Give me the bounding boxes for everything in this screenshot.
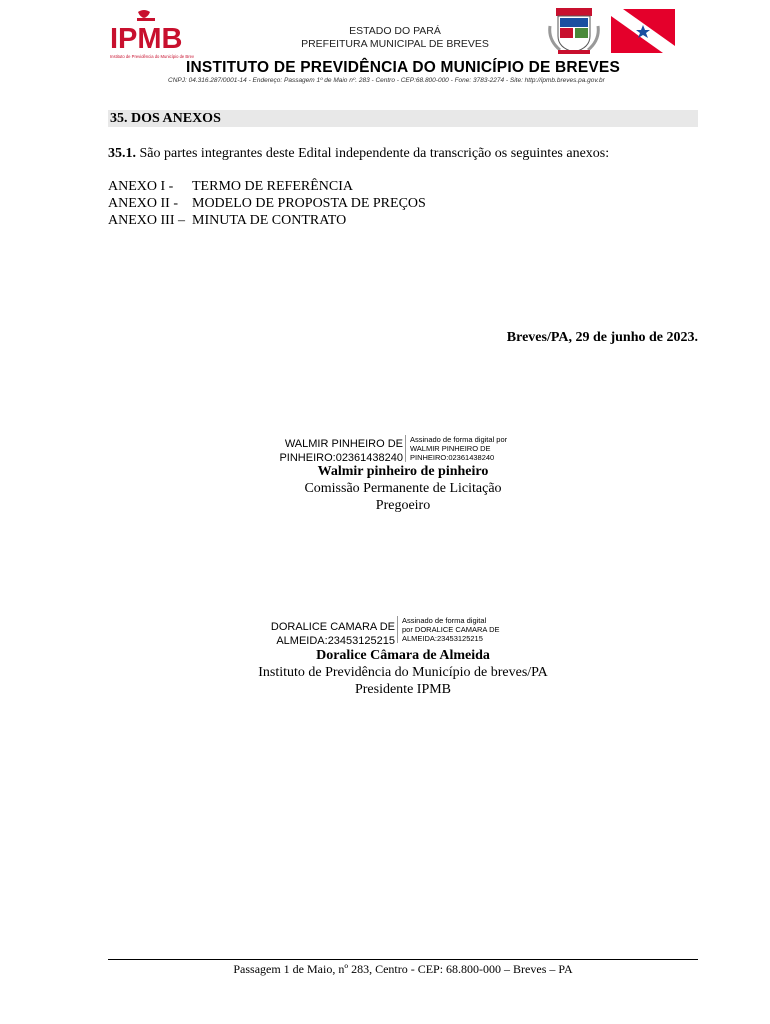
clause-paragraph <box>108 145 708 162</box>
signer-title: Pregoeiro <box>375 498 431 513</box>
annex-title: MODELO DE PROPOSTA DE PREÇOS <box>192 196 426 211</box>
digital-signature-note: Assinado de forma digital por WALMIR PINHEIRO DE PINHEIRO:02361438240 <box>405 435 507 462</box>
signer-title: Presidente IPMB <box>354 682 452 697</box>
logo-text: IPMB <box>110 23 183 55</box>
para-flag-icon <box>611 9 675 53</box>
header-state: ESTADO DO PARÁ <box>349 25 441 37</box>
institute-title: INSTITUTO DE PREVIDÊNCIA DO MUNICÍPIO DE BREVES <box>186 59 620 76</box>
footer-address: Passagem 1 de Maio, nº 283, Centro - CEP: 68.800-000 – Breves – PA <box>233 962 573 976</box>
clause-number: 35.1. <box>108 146 136 161</box>
ipmb-logo <box>108 8 194 60</box>
signer-role: Instituto de Previdência do Município de breves/PA <box>258 665 548 680</box>
annex-title: MINUTA DE CONTRATO <box>192 213 347 228</box>
institute-contact-line: CNPJ: 04.316.287/0001-14 - Endereço: Passagem 1º de Maio nº. 283 - Centro - CEP:68.800-000 - Fone: 3783-2274 - Site: http://ipmb.breves.pa.gov.br <box>168 77 605 84</box>
annex-title: TERMO DE REFERÊNCIA <box>192 179 353 194</box>
signer-name: Doralice Câmara de Almeida <box>316 648 490 663</box>
annex-item <box>108 178 353 195</box>
digital-signature-signer: WALMIR PINHEIRO DE PINHEIRO:02361438240 <box>279 438 403 464</box>
header-prefecture: PREFEITURA MUNICIPAL DE BREVES <box>301 38 489 50</box>
annex-code: ANEXO I - <box>108 179 174 194</box>
section-title: 35. DOS ANEXOS <box>110 111 221 126</box>
footer-divider <box>108 959 698 960</box>
municipal-crest-icon <box>548 6 600 56</box>
signer-role: Comissão Permanente de Licitação <box>304 481 502 496</box>
digital-signature-note: Assinado de forma digital por DORALICE CAMARA DE ALMEIDA:23453125215 <box>397 616 500 643</box>
annex-item <box>108 212 346 229</box>
clause-text: São partes integrantes deste Edital independente da transcrição os seguintes anexos: <box>136 146 610 161</box>
digital-signature-signer: DORALICE CAMARA DE ALMEIDA:23453125215 <box>270 621 395 647</box>
annex-code: ANEXO II - <box>108 196 178 211</box>
date-line: Breves/PA, 29 de junho de 2023. <box>506 330 698 345</box>
logo-subtext: Instituto de Previdência do Município de Breves <box>110 54 194 59</box>
annex-item <box>108 195 426 212</box>
annex-code: ANEXO III – <box>108 213 185 228</box>
signer-name: Walmir pinheiro de pinheiro <box>317 464 489 479</box>
